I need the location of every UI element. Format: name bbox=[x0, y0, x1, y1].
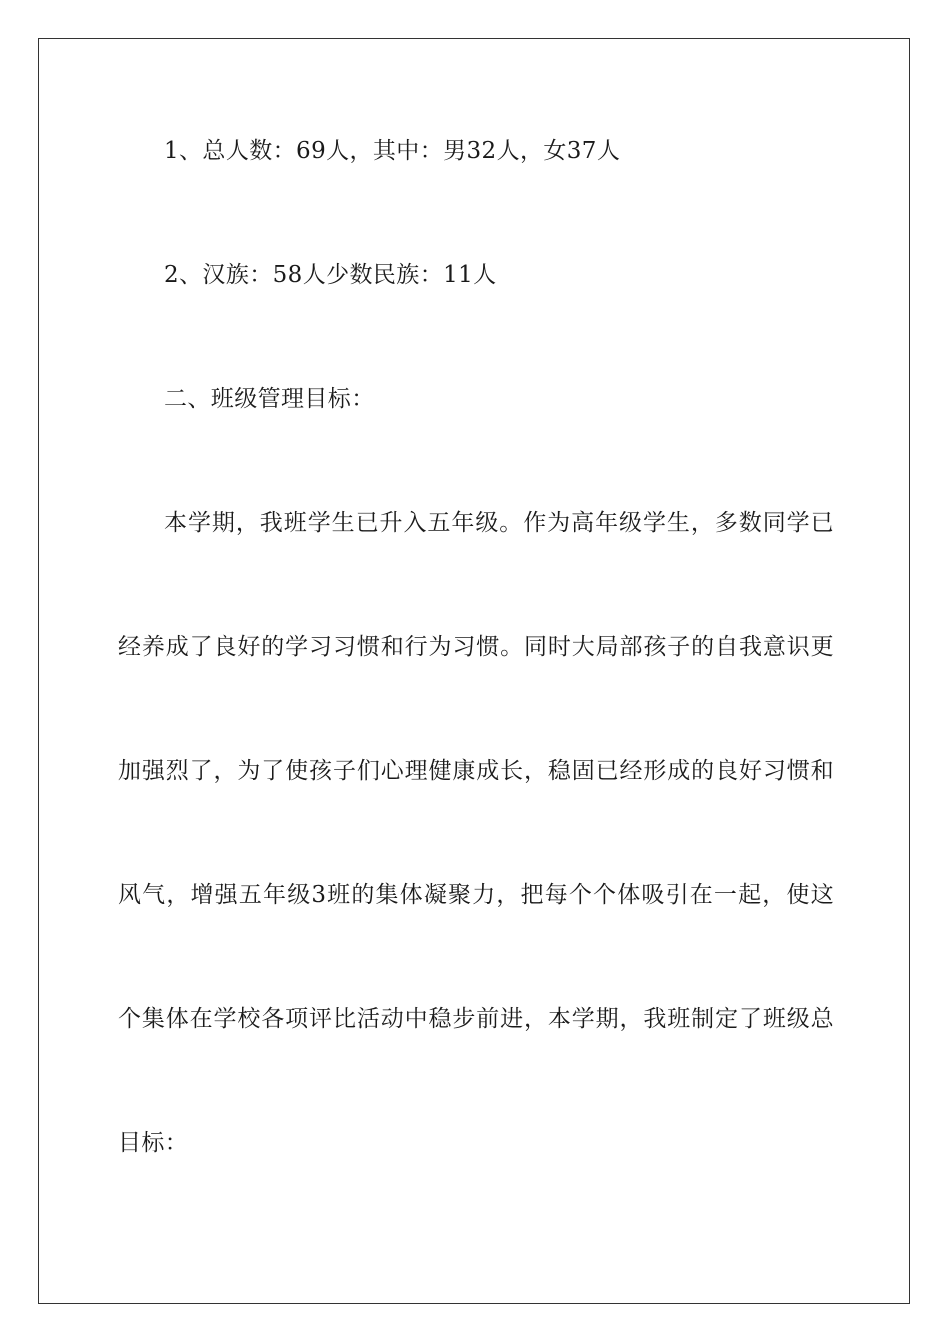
stat-ethnicity: 2、汉族：58人少数民族：11人 bbox=[164, 262, 497, 288]
paragraph-line: 个集体在学校各项评比活动中稳步前进，本学期，我班制定了班级总 bbox=[118, 1006, 834, 1032]
paragraph-line: 风气，增强五年级3班的集体凝聚力，把每个个体吸引在一起，使这 bbox=[118, 882, 834, 908]
stat-total-students: 1、总人数：69人，其中：男32人，女37人 bbox=[164, 138, 621, 164]
paragraph-line: 经养成了良好的学习习惯和行为习惯。同时大局部孩子的自我意识更 bbox=[118, 634, 834, 660]
section-heading-class-goals: 二、班级管理目标： bbox=[164, 386, 375, 412]
paragraph-line: 目标： bbox=[118, 1130, 189, 1156]
paragraph-line: 本学期，我班学生已升入五年级。作为高年级学生，多数同学已 bbox=[164, 510, 834, 536]
page-border bbox=[38, 38, 910, 1304]
paragraph-line: 加强烈了，为了使孩子们心理健康成长，稳固已经形成的良好习惯和 bbox=[118, 758, 834, 784]
